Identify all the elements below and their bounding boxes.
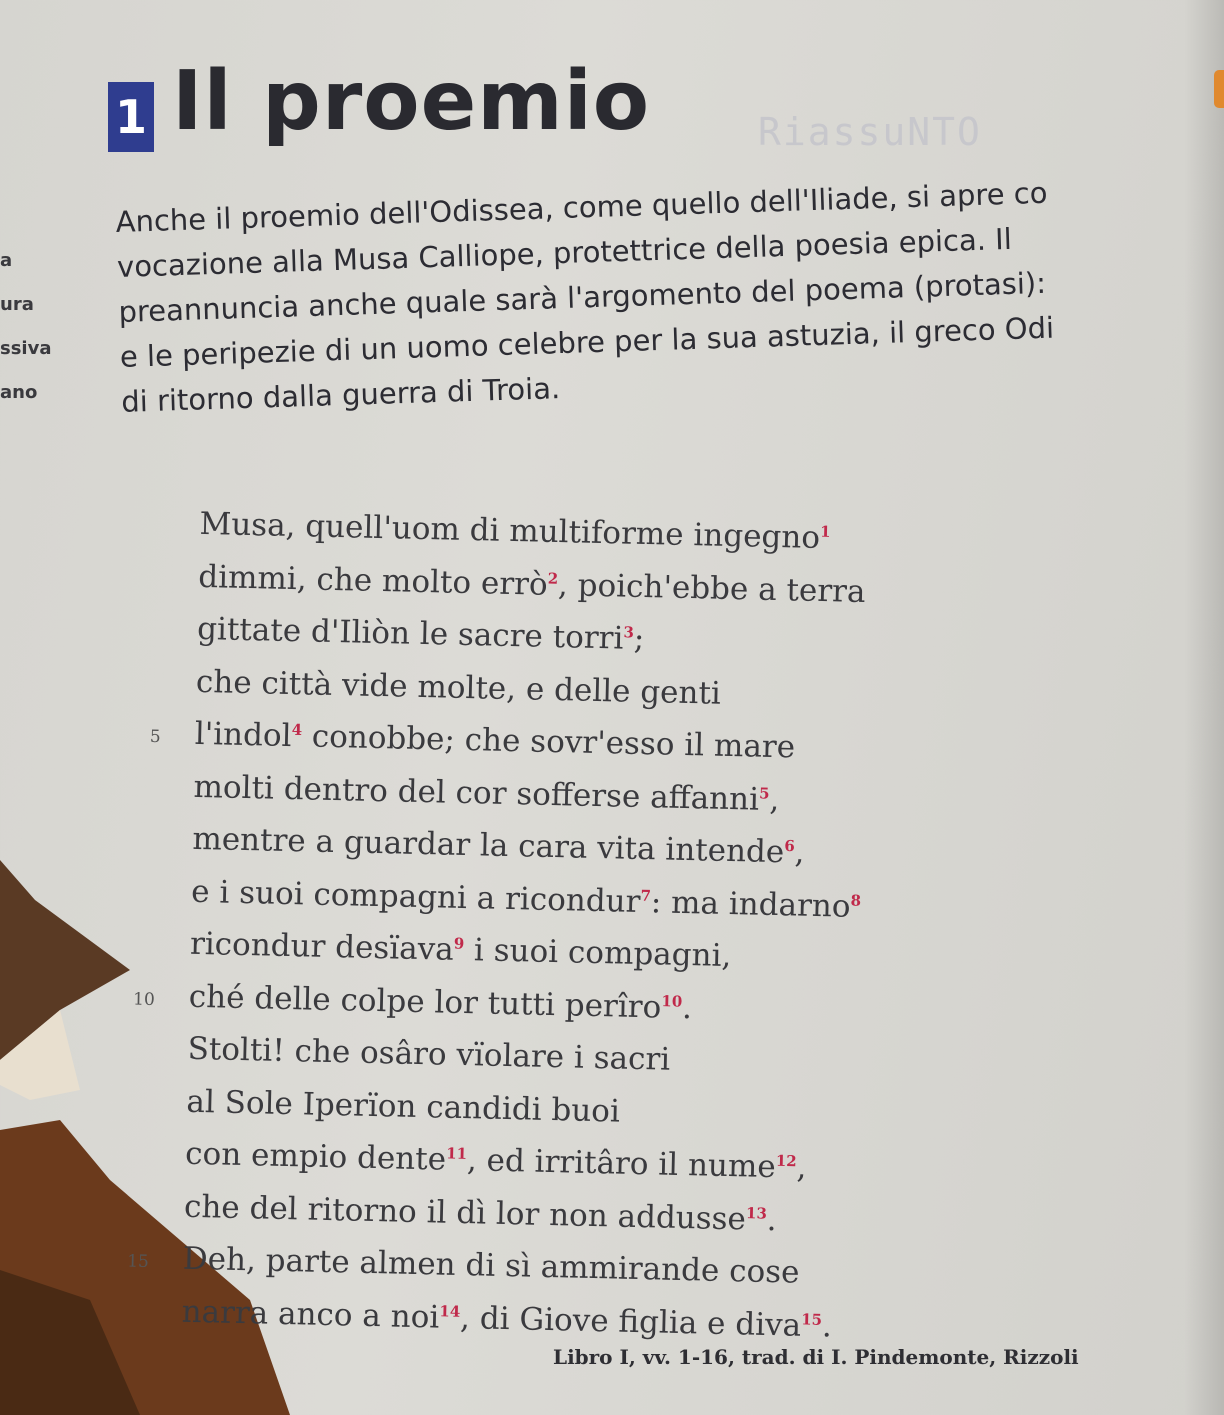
- verse-number: 5: [149, 726, 161, 748]
- footnote-marker[interactable]: 1: [819, 522, 831, 541]
- margin-word: ano: [0, 382, 38, 403]
- footnote-marker[interactable]: 13: [745, 1203, 768, 1223]
- intro-line: di ritorno dalla guerra di Troia.: [120, 371, 561, 419]
- page-title: Il proemio: [172, 54, 651, 149]
- intro-line: e le peripezie di un uomo celebre per la sua astuzia, il greco Odi: [119, 310, 1055, 374]
- verse-text: ricondur desïava$^9$ i suoi compagni,: [189, 925, 732, 975]
- footnote-marker[interactable]: 3: [623, 623, 635, 642]
- verse-text: e i suoi compagni a ricondur$^7$: ma indarno$^8$: [190, 873, 862, 925]
- verse-text: mentre a guardar la cara vita intende$^6$,: [192, 820, 805, 871]
- margin-word: ssiva: [0, 338, 52, 359]
- intro-line: Anche il proemio dell'Odissea, come quello dell'Iliade, si apre co: [115, 175, 1048, 239]
- handwritten-note: RiassuNTO: [758, 110, 982, 154]
- intro-line: vocazione alla Musa Calliope, protettrice della poesia epica. Il: [116, 221, 1013, 284]
- verse-text: narra anco a noi$^{14}$, di Giove figlia e diva$^{15}$.: [181, 1293, 833, 1344]
- orange-page-tab: [1214, 70, 1224, 108]
- footnote-marker[interactable]: 15: [801, 1309, 823, 1329]
- verse-text: dimmi, che molto errò$^2$, poich'ebbe a terra: [197, 558, 866, 610]
- verse-text: al Sole Iperïon candidi buoi: [186, 1083, 621, 1130]
- verse-text: Stolti! che osâro vïolare i sacri: [187, 1030, 671, 1078]
- verse-text: Deh, parte almen di sì ammirande cose: [182, 1240, 800, 1291]
- section-number-badge: 1: [108, 82, 154, 152]
- footnote-marker[interactable]: 10: [661, 991, 683, 1011]
- footnote-marker[interactable]: 6: [784, 836, 796, 856]
- verse-text: che del ritorno il dì lor non addusse$^{13}$.: [183, 1188, 778, 1238]
- intro-line: preannuncia anche quale sarà l'argomento del poema (protasi):: [117, 265, 1047, 329]
- verse-text: con empio dente$^{11}$, ed irritâro il nume$^{12}$,: [184, 1135, 807, 1186]
- footnote-marker[interactable]: 9: [453, 934, 465, 953]
- footnote-marker[interactable]: 5: [758, 783, 770, 803]
- footnote-marker[interactable]: 11: [445, 1144, 468, 1163]
- verse-number: 15: [126, 1251, 150, 1272]
- verse-text: ché delle colpe lor tutti perîro$^{10}$.: [188, 978, 693, 1026]
- verse-text: gittate d'Iliòn le sacre torri$^3$;: [196, 610, 645, 658]
- margin-word: a: [0, 250, 13, 271]
- poem-text: [126, 505, 920, 1362]
- footnote-marker[interactable]: 8: [850, 890, 862, 910]
- verse-number: 10: [132, 989, 156, 1010]
- margin-glossary: [0, 250, 80, 426]
- footnote-marker[interactable]: 12: [775, 1151, 797, 1171]
- footnote-marker[interactable]: 7: [640, 886, 652, 905]
- footnote-marker[interactable]: 2: [547, 568, 559, 588]
- verse-text: l'indol$^4$ conobbe; che sovr'esso il mare: [194, 715, 796, 766]
- footnote-marker[interactable]: 14: [439, 1301, 461, 1321]
- verse-text: Musa, quell'uom di multiforme ingegno$^1$: [199, 505, 831, 556]
- source-citation: Libro I, vv. 1-16, trad. di I. Pindemonte, Rizzoli: [553, 1345, 1079, 1369]
- margin-word: ura: [0, 294, 34, 315]
- verse-text: molti dentro del cor sofferse affanni$^5$,: [193, 768, 780, 818]
- intro-paragraph: [115, 165, 1224, 425]
- footnote-marker[interactable]: 4: [291, 720, 303, 739]
- verse-text: che città vide molte, e delle genti: [195, 663, 722, 712]
